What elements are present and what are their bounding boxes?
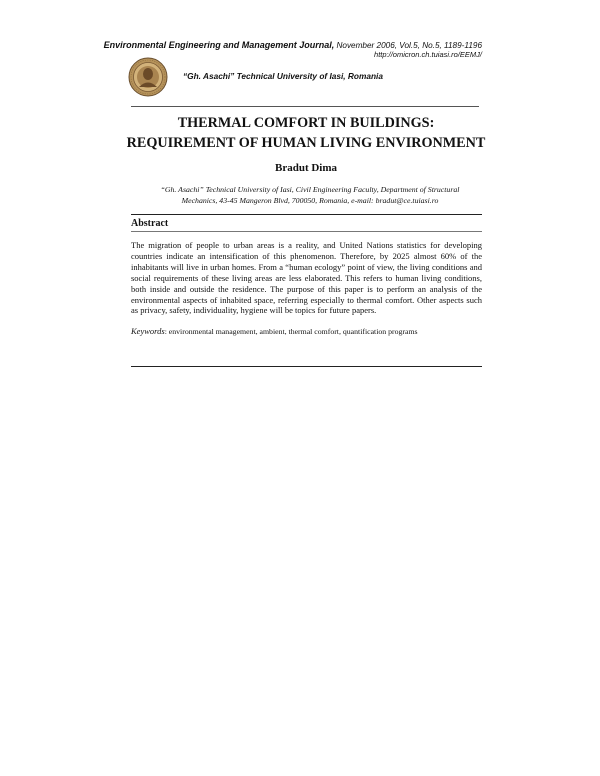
journal-header [0,40,482,50]
university-seal-icon [128,57,168,97]
keywords-line [131,326,482,336]
journal-url: http://omicron.ch.tuiasi.ro/EEMJ/ [374,50,482,59]
paper-title [100,113,512,153]
title-line-1: THERMAL COMFORT IN BUILDINGS: [177,115,435,131]
journal-volume: November 2006, Vol.5, No.5, 1189-1196 [336,41,482,50]
affiliation-line-2: Mechanics, 43-45 Mangeron Blvd, 700050, Romania, e-mail: bradut@ce.tuiasi.ro [181,196,439,205]
author-affiliation [160,184,460,206]
affiliation-line-1: “Gh. Asachi” Technical University of Iasi, Civil Engineering Faculty, Department of Structural [160,185,460,194]
paper-author: Bradut Dima [274,162,338,174]
abstract-top-divider [131,214,482,215]
abstract-text: The migration of people to urban areas is a reality, and United Nations statistics for developing countries indicate an intensification of this phenomenon. Therefore, by 2025 almost 60% of the inhabitants will live in urban homes. From a “human ecology” point of view, the living conditions and social requirements of these living areas are less elaborated. This refers to human living conditions, both inside and outside the residence. The purpose of this paper is to perform an analysis of the environmental aspects of inhabited space, referring especially to thermal comfort. Other aspects such as privacy, safety, individuality, hygiene will be topics for future papers. [131,240,482,316]
abstract-heading: Abstract [131,218,169,229]
keywords-label: Keywords [131,326,165,336]
title-line-2: REQUIREMENT OF HUMAN LIVING ENVIRONMENT [126,135,486,151]
journal-name: Environmental Engineering and Management Journal, [103,40,335,50]
university-name: “Gh. Asachi” Technical University of Iasi, Romania [183,71,383,81]
header-divider [131,106,479,107]
keywords-text: : environmental management, ambient, thermal comfort, quantification programs [164,327,418,336]
abstract-heading-divider [131,231,482,232]
abstract-bottom-divider [131,366,482,367]
